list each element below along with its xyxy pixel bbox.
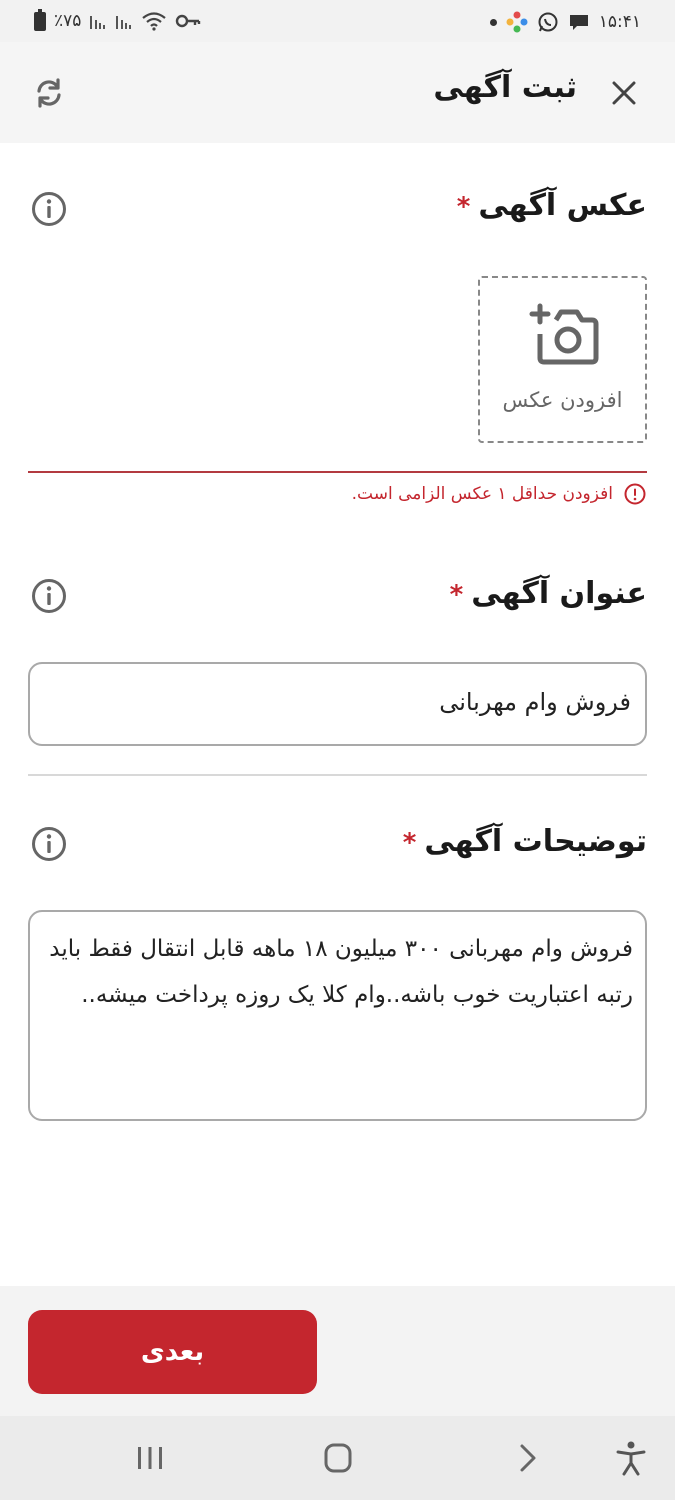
status-bar — [0, 0, 675, 42]
back-icon[interactable] — [508, 1438, 548, 1478]
info-icon[interactable] — [30, 577, 68, 615]
status-time: ۱۵:۴۱ — [598, 12, 641, 32]
error-text: افزودن حداقل ۱ عکس الزامی است. — [351, 484, 613, 504]
close-icon[interactable] — [607, 76, 641, 110]
app-bar — [0, 42, 675, 143]
title-section-label: عنوان آگهی — [471, 576, 647, 611]
chat-icon — [568, 11, 590, 33]
description-value: فروش وام مهربانی ۳۰۰ میلیون ۱۸ ماهه قابل انتقال فقط باید رتبه اعتباریت خوب باشه..وام کلا یک روزه پرداخت میشه.. — [41, 936, 633, 1008]
wifi-icon — [141, 11, 167, 31]
signal-icon — [89, 12, 107, 30]
bottom-action-bar — [0, 1286, 675, 1416]
system-nav-bar — [0, 1416, 675, 1500]
info-icon[interactable] — [30, 825, 68, 863]
notification-dot-icon — [490, 19, 497, 26]
app-icon — [506, 11, 528, 33]
next-button[interactable]: بعدی — [28, 1310, 317, 1394]
refresh-icon[interactable] — [30, 74, 68, 112]
photo-section-label: عکس آگهی — [478, 188, 647, 223]
add-photo-label: افزودن عکس — [502, 388, 623, 412]
required-mark: * — [456, 192, 471, 222]
description-section-title — [403, 824, 647, 859]
required-mark: * — [449, 580, 464, 610]
signal-icon — [115, 12, 133, 30]
title-input[interactable] — [28, 662, 647, 746]
add-photo-button[interactable] — [478, 276, 647, 443]
photo-section-title — [457, 188, 647, 223]
required-mark: * — [402, 828, 417, 858]
add-camera-icon — [528, 300, 600, 366]
vpn-key-icon — [175, 13, 201, 29]
photo-error — [352, 482, 647, 506]
recent-apps-icon[interactable] — [130, 1438, 170, 1478]
home-icon[interactable] — [318, 1438, 358, 1478]
title-section-title — [450, 576, 647, 611]
section-divider — [28, 774, 647, 776]
page-title: ثبت آگهی — [433, 70, 577, 105]
error-divider — [28, 471, 647, 473]
title-input-value: فروش وام مهربانی — [439, 688, 631, 716]
description-section-label: توضیحات آگهی — [424, 824, 647, 859]
status-bar-right — [490, 11, 641, 33]
info-icon[interactable] — [30, 190, 68, 228]
battery-icon — [34, 12, 46, 31]
accessibility-icon[interactable] — [611, 1438, 651, 1478]
description-textarea[interactable] — [28, 910, 647, 1121]
whatsapp-icon — [537, 11, 559, 33]
error-icon — [623, 482, 647, 506]
battery-level: ٪۷۵ — [54, 11, 82, 31]
status-bar-left — [34, 11, 201, 31]
